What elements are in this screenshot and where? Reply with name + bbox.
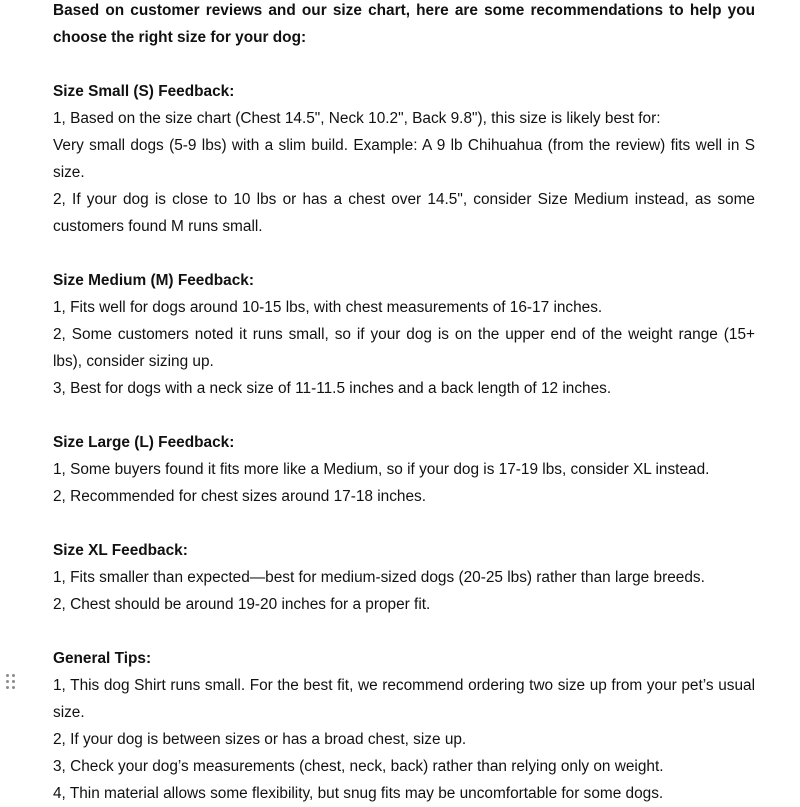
large-item-1: 1, Some buyers found it fits more like a Medium, so if your dog is 17-19 lbs, consider XL instead.	[53, 461, 710, 478]
medium-item-1: 1, Fits well for dogs around 10-15 lbs, with chest measurements of 16-17 inches.	[53, 299, 603, 316]
tips-item-2: 2, If your dog is between sizes or has a broad chest, size up.	[53, 731, 467, 748]
spacer	[53, 51, 755, 78]
xl-item-1: 1, Fits smaller than expected—best for medium-sized dogs (20-25 lbs) rather than large breeds.	[53, 569, 705, 586]
section-heading-xl: Size XL Feedback:	[53, 542, 188, 559]
xl-item-2: 2, Chest should be around 19-20 inches for a proper fit.	[53, 596, 431, 613]
document-body	[53, 0, 755, 807]
section-heading-medium: Size Medium (M) Feedback:	[53, 272, 254, 289]
spacer	[53, 240, 755, 267]
small-item-2: 2, If your dog is close to 10 lbs or has a chest over 14.5", consider Size Medium instead, as some customers found M runs small.	[53, 191, 755, 235]
medium-item-3: 3, Best for dogs with a neck size of 11-11.5 inches and a back length of 12 inches.	[53, 380, 612, 397]
medium-item-2: 2, Some customers noted it runs small, so if your dog is on the upper end of the weight range (15+ lbs), consider sizing up.	[53, 326, 755, 370]
tips-item-3: 3, Check your dog’s measurements (chest, neck, back) rather than relying only on weight.	[53, 758, 664, 775]
tips-item-4: 4, Thin material allows some flexibility, but snug fits may be uncomfortable for some dogs.	[53, 785, 664, 802]
tips-item-1: 1, This dog Shirt runs small. For the best fit, we recommend ordering two size up from your pet’s usual size.	[53, 677, 755, 721]
spacer	[53, 618, 755, 645]
large-item-2: 2, Recommended for chest sizes around 17-18 inches.	[53, 488, 426, 505]
spacer	[53, 510, 755, 537]
section-heading-general-tips: General Tips:	[53, 650, 152, 667]
drag-handle-icon[interactable]	[6, 674, 16, 690]
section-heading-large: Size Large (L) Feedback:	[53, 434, 235, 451]
small-item-example: Very small dogs (5-9 lbs) with a slim build. Example: A 9 lb Chihuahua (from the review) fits well in S size.	[53, 137, 755, 181]
section-heading-small: Size Small (S) Feedback:	[53, 83, 235, 100]
small-item-1: 1, Based on the size chart (Chest 14.5", Neck 10.2", Back 9.8"), this size is likely best for:	[53, 110, 661, 127]
spacer	[53, 402, 755, 429]
intro-paragraph: Based on customer reviews and our size chart, here are some recommendations to help you choose the right size for your dog:	[53, 2, 755, 46]
